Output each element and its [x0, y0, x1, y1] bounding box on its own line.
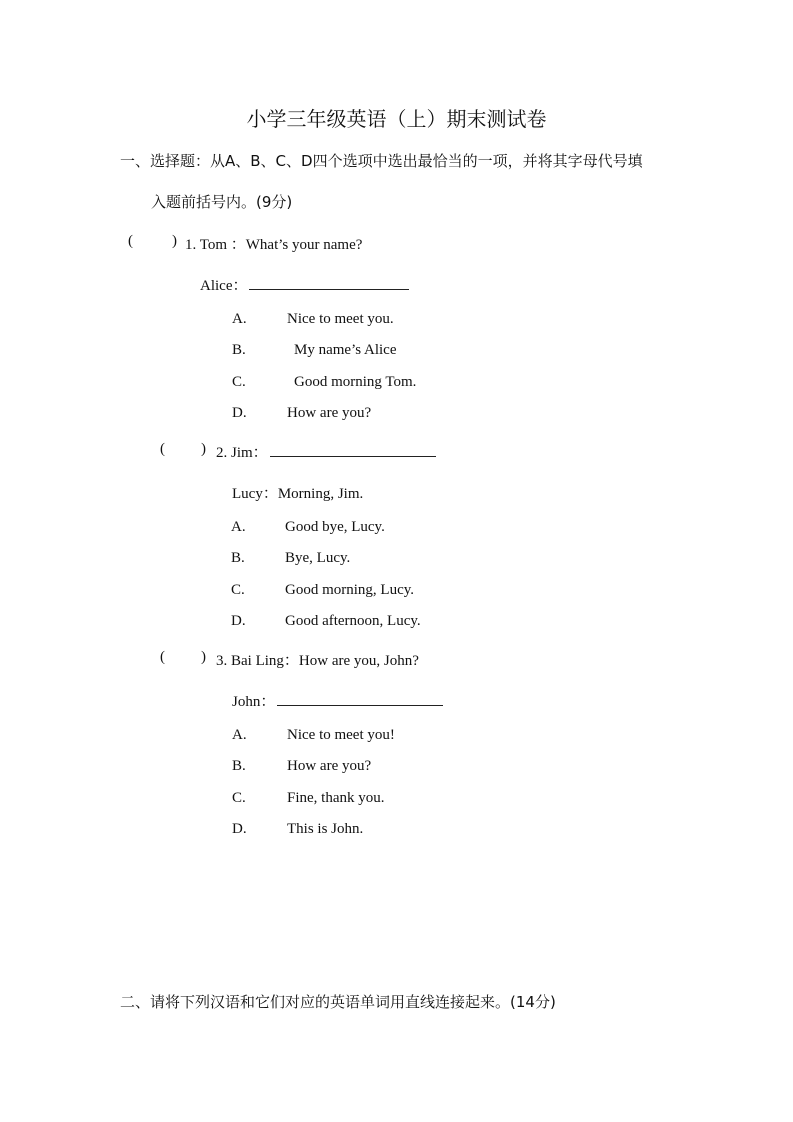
option-text: How are you? — [287, 758, 372, 774]
option-text: Good morning, Lucy. — [285, 582, 415, 598]
question-reply: John： — [232, 690, 443, 711]
option-letter: A. — [231, 519, 246, 535]
answer-paren-left: ( — [160, 441, 165, 457]
option-letter: B. — [232, 342, 246, 358]
option-letter: C. — [232, 790, 246, 806]
option-text: How are you? — [287, 405, 372, 421]
option-text: My name’s Alice — [294, 342, 397, 358]
option-letter: A. — [232, 311, 247, 327]
option-text: Nice to meet you! — [287, 727, 395, 743]
section2-heading: 二、请将下列汉语和它们对应的英语单词用直线连接起来。(14分) — [120, 993, 556, 1011]
answer-blank — [270, 441, 436, 457]
section1-heading: 一、选择题：从A、B、C、D四个选项中选出最恰当的一项，并将其字母代号填 — [120, 152, 643, 170]
answer-paren-left: ( — [128, 233, 133, 249]
option-text: Good afternoon, Lucy. — [285, 613, 421, 629]
option-letter: D. — [232, 821, 247, 837]
option-text: This is John. — [287, 821, 364, 837]
option-text: Nice to meet you. — [287, 311, 394, 327]
option-text: Bye, Lucy. — [285, 550, 351, 566]
option-letter: A. — [232, 727, 247, 743]
section1-heading-cont: 入题前括号内。(9分) — [151, 193, 293, 211]
question-stem: 3. Bai Ling：How are you, John? — [216, 653, 419, 669]
answer-blank — [277, 690, 443, 706]
answer-paren-right: ) — [201, 649, 206, 665]
option-letter: D. — [232, 405, 247, 421]
question-stem: 1. Tom ：What’s your name? — [185, 237, 363, 253]
question-reply: Alice： — [200, 274, 409, 295]
option-letter: C. — [231, 582, 245, 598]
option-text: Fine, thank you. — [287, 790, 385, 806]
option-letter: B. — [232, 758, 246, 774]
answer-blank — [249, 274, 409, 290]
answer-paren-left: ( — [160, 649, 165, 665]
page-title: 小学三年级英语（上）期末测试卷 — [246, 107, 547, 131]
answer-paren-right: ) — [172, 233, 177, 249]
question-stem: 2. Jim： — [216, 441, 436, 462]
option-text: Good morning Tom. — [294, 374, 417, 390]
answer-paren-right: ) — [201, 441, 206, 457]
option-letter: D. — [231, 613, 246, 629]
option-letter: B. — [231, 550, 245, 566]
option-letter: C. — [232, 374, 246, 390]
option-text: Good bye, Lucy. — [285, 519, 385, 535]
question-reply: Lucy：Morning, Jim. — [232, 486, 364, 502]
